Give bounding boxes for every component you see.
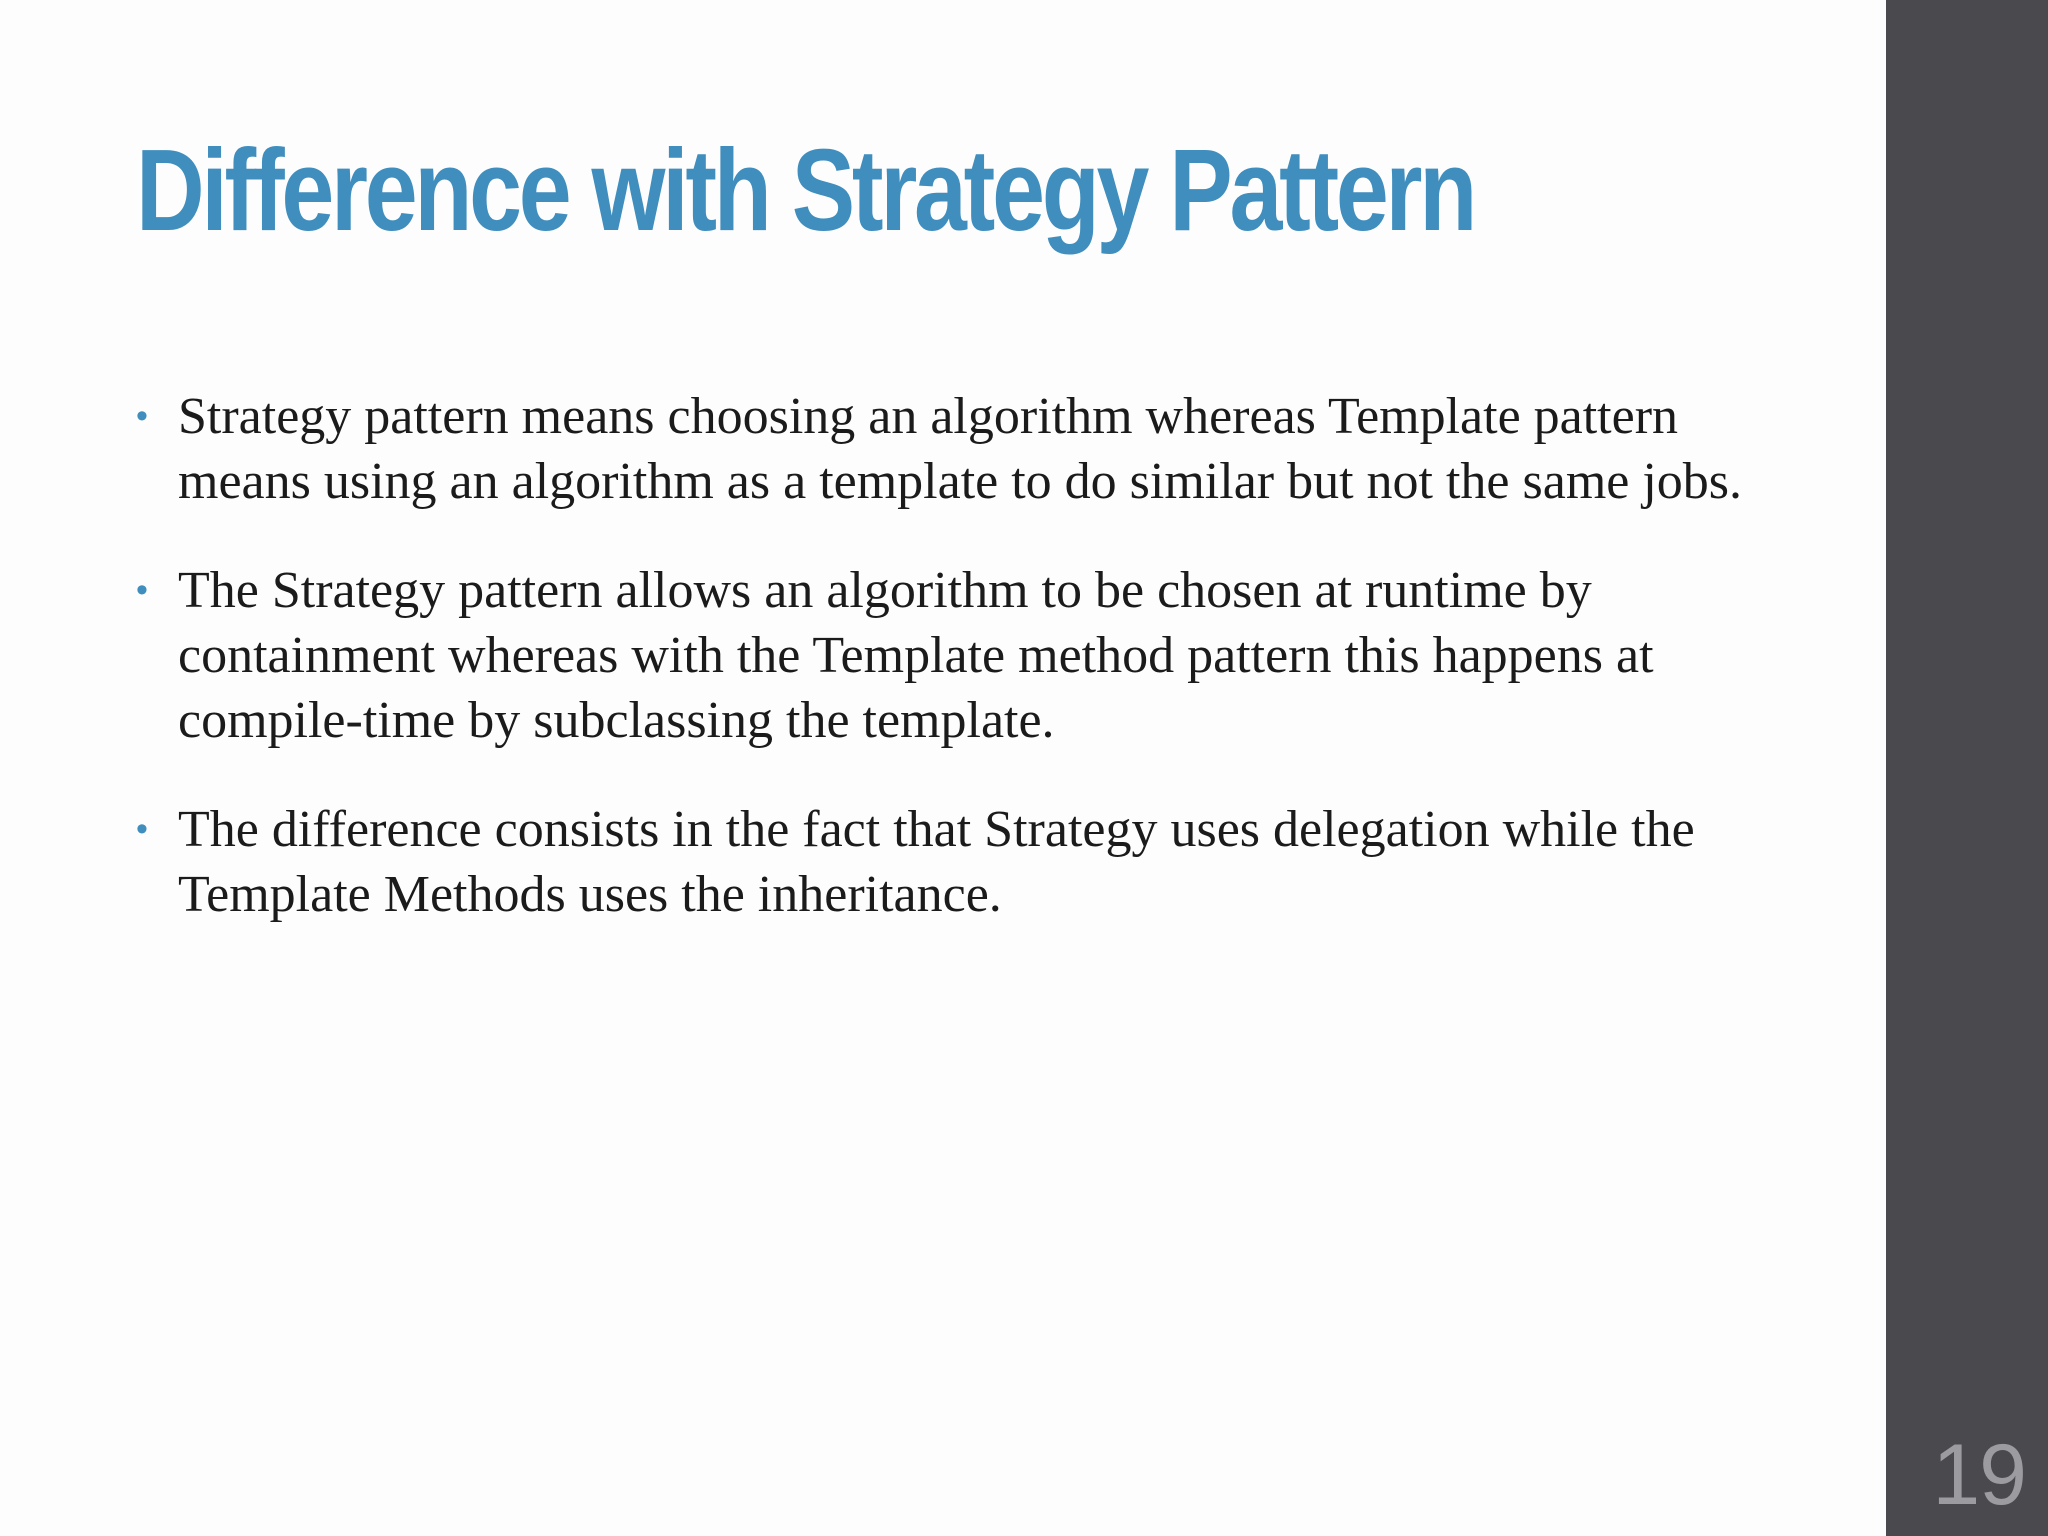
bullet-item [136, 558, 1776, 753]
bullet-text: Strategy pattern means choosing an algorithm whereas Template pattern means using an algorithm as a template to do similar but not the same jobs. [178, 388, 1743, 510]
bullet-text: The difference consists in the fact that Strategy uses delegation while the Template Methods uses the inheritance. [178, 801, 1695, 923]
bullet-marker: • [136, 810, 148, 848]
bullet-item [136, 797, 1776, 927]
sidebar-panel [1886, 0, 2048, 1536]
bullet-item [136, 384, 1776, 514]
bullet-marker: • [136, 571, 148, 609]
bullet-list [136, 384, 1776, 971]
bullet-text: The Strategy pattern allows an algorithm to be chosen at runtime by containment whereas with the Template method pattern this happens at compile-time by subclassing the template. [178, 562, 1654, 749]
bullet-marker: • [136, 397, 148, 435]
page-number: 19 [1932, 1427, 2026, 1523]
slide-title: Difference with Strategy Pattern [136, 125, 1475, 255]
